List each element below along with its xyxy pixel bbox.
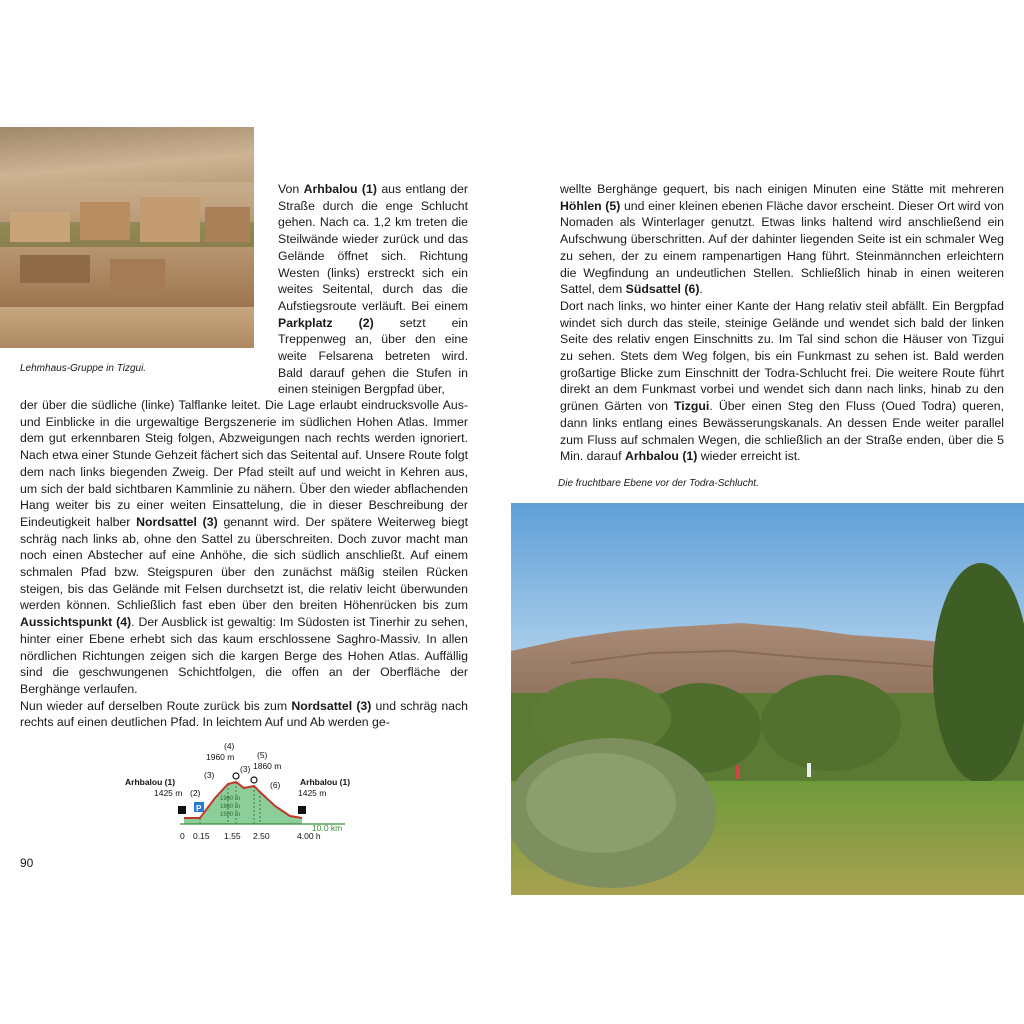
text-run: setzt ein Treppenweg an, über den eine weite Felsarena betreten wird. Bald darauf gehen die Stufen in einen steinigen Bergpfad über,	[278, 315, 469, 397]
text-run: . Über einen Steg den Fluss (Oued Todra) queren, dann links entlang eines Bewässerungskanals. An dessen Ende weiter parallel zum Fluss auf schmalen Wegen, die schließlich an der Straße enden, über die 5 Min. darauf	[560, 399, 1004, 464]
profile-mid-b: 1860 m	[220, 804, 241, 810]
photo-tizgui-houses	[0, 127, 254, 348]
paragraph	[20, 397, 468, 698]
elevation-profile	[120, 736, 370, 846]
person	[736, 765, 740, 779]
text-run: genannt wird. Der spätere Weiterweg biegt schräg nach links ab, ohne den Sattel zu überschreiten. Doch zuvor macht man noch einen Abstecher auf eine Anhöhe, die sich südlich anschließt. Auf einem schmalen Pfad bzw. Steigspuren über den zunächst mäßig steilen Rücken steigen, bis das Gelände mit Felsen durchsetzt ist, die relativ leicht überwunden werden können. Schließlich fast eben über den breiten Höhenrücken bis zum	[20, 514, 468, 613]
text-run: Nun wieder auf derselben Route zurück bis zum	[20, 698, 292, 713]
right-text	[560, 181, 1004, 465]
bold-waypoint: Arhbalou (1)	[624, 449, 698, 464]
viewpoint-icon	[233, 773, 239, 779]
text-run: .	[699, 282, 703, 297]
bold-waypoint: Südsattel (6)	[625, 282, 700, 297]
parking-label: P	[196, 804, 202, 813]
paragraph	[20, 698, 468, 731]
left-photo-caption: Lehmhaus-Gruppe in Tizgui.	[20, 363, 147, 374]
text-run: der über die südliche (linke) Talflanke leitet. Die Lage erlaubt eindrucksvolle Aus- und Einblicke in die urgewaltige Bergszenerie im südlichen Hohen Atlas. Immer dem gut erkennbaren Steig folgen, Abzweigungen nach rechts werden ignoriert. Nach etwa einer Stunde Gehzeit fächert sich das Seitental auf. Unsere Route folgt dem nach links biegenden Zweig. Der Pfad steilt auf und weicht in Kehren aus, um sich der bald sichtbaren Kammlinie zu nähern. Über den wieder abflachenden Hang weiter bis zu einer weiten Einsattelung, die in dieser Beschreibung der Eindeutigkeit halber	[20, 398, 468, 529]
person	[807, 763, 811, 777]
bold-waypoint: Nordsattel (3)	[136, 514, 218, 529]
text-run: und einer kleinen ebenen Fläche davor erscheint. Dieser Ort wird von Nomaden als Winterlager genutzt. Etwas links haltend wird anschließend ein Aufschwung überschritten. Auf der dahinter liegenden Seite ist ein schmaler Weg zu sehen, der zu einem rampenartigen Hang führt. Steinmännchen erleichtern die Wegfindung an undeutlichen Stellen. Schließlich hinab in einen weiteren Sattel, dem	[560, 198, 1004, 297]
todra-plain-scene	[511, 503, 1024, 895]
paragraph	[560, 298, 1004, 465]
profile-mid-c: 1500 m	[220, 812, 241, 818]
profile-time: 2.50	[253, 831, 270, 841]
profile-p4-alt: 1960 m	[206, 752, 235, 762]
bold-waypoint: Aussichtspunkt (4)	[20, 615, 132, 630]
profile-start-alt: 1425 m	[154, 788, 183, 798]
profile-time: 0.15	[193, 831, 210, 841]
photo-todra-plain	[511, 503, 1024, 895]
profile-p3: (3)	[204, 770, 215, 780]
paragraph	[278, 181, 468, 398]
profile-end-alt: 1425 m	[298, 788, 327, 798]
text-run: wieder erreicht ist.	[697, 449, 801, 464]
profile-distance: 10.0 km	[312, 823, 343, 833]
right-photo-caption: Die fruchtbare Ebene vor der Todra-Schlucht.	[558, 478, 759, 489]
bold-waypoint: Arhbalou (1)	[303, 182, 377, 196]
end-hut-icon	[298, 806, 306, 814]
page-number: 90	[20, 856, 34, 870]
cave-icon	[251, 777, 257, 783]
bold-waypoint: Höhlen (5)	[560, 198, 621, 213]
bold-waypoint: Nordsattel (3)	[291, 698, 372, 713]
profile-time: 0	[180, 831, 185, 841]
left-text-narrow	[278, 181, 468, 398]
profile-p2: (2)	[190, 788, 201, 798]
bold-waypoint: Tizgui	[674, 399, 710, 414]
profile-time: 1.55	[224, 831, 241, 841]
profile-p5-alt: 1860 m	[253, 761, 282, 771]
paragraph	[560, 181, 1004, 298]
text-run: . Der Ausblick ist gewaltig: Im Südosten ist Tinerhir zu sehen, hinter einer Ebene erhebt sich das kaum erschlossene Saghro-Massiv. In allen nördlichen Richtungen zeigen sich die kargen Berge des Hohen Atlas. Auffällig sind die geschwungenen Schichtfolgen, die offen an der Oberfläche der Berghänge verlaufen.	[20, 615, 468, 696]
profile-time: 4.00 h	[297, 831, 321, 841]
bold-waypoint: Parkplatz (2)	[278, 315, 374, 330]
tree	[761, 675, 901, 771]
elevation-profile-svg	[120, 736, 370, 846]
profile-end-label: Arhbalou (1)	[300, 777, 351, 787]
profile-mid-a: 1960 m	[220, 796, 241, 802]
profile-p4: (4)	[224, 741, 235, 751]
profile-p3b: (3)	[240, 764, 251, 774]
profile-start-label: Arhbalou (1)	[125, 777, 176, 787]
profile-p5: (5)	[257, 750, 268, 760]
profile-p6: (6)	[270, 780, 281, 790]
text-run: Von	[278, 182, 304, 196]
text-run: Dort nach links, wo hinter einer Kante der Hang relativ steil abfällt. Ein Bergpfad windet sich durch das steile, steinige Gelände und wendet sich bald der linken Seite des relativ engen Einschnitts zu. Im Tal sind schon die Häuser von Tizgui zu sehen. Stets dem Weg folgen, bis ein Funkmast zu sehen ist. Bald werden großartige Blicke zum Einschnitt der Todra-Schlucht frei. Die weitere Route führt direkt an dem Funkmast vorbei und wendet sich dann nach links, hinab zu den grünen Gärten von	[560, 298, 1004, 414]
text-run: und schräg nach rechts auf einen deutlichen Pfad. In leichtem Auf und Ab werden ge-	[20, 698, 468, 730]
olive-bush-highlight	[526, 753, 676, 853]
text-run: wellte Berghänge gequert, bis nach einigen Minuten eine Stätte mit mehreren	[560, 182, 1004, 196]
text-run: aus entlang der Straße durch die enge Schlucht gehen. Nach ca. 1,2 km treten die Steilwände wieder zurück und das Gelände öffnet sich. Richtung Westen (links) erstreckt sich ein weites Seitental, durch das die Aufstiegsroute verläuft. Bei einem	[278, 182, 468, 313]
start-hut-icon	[178, 806, 186, 814]
left-text-main	[20, 397, 468, 731]
